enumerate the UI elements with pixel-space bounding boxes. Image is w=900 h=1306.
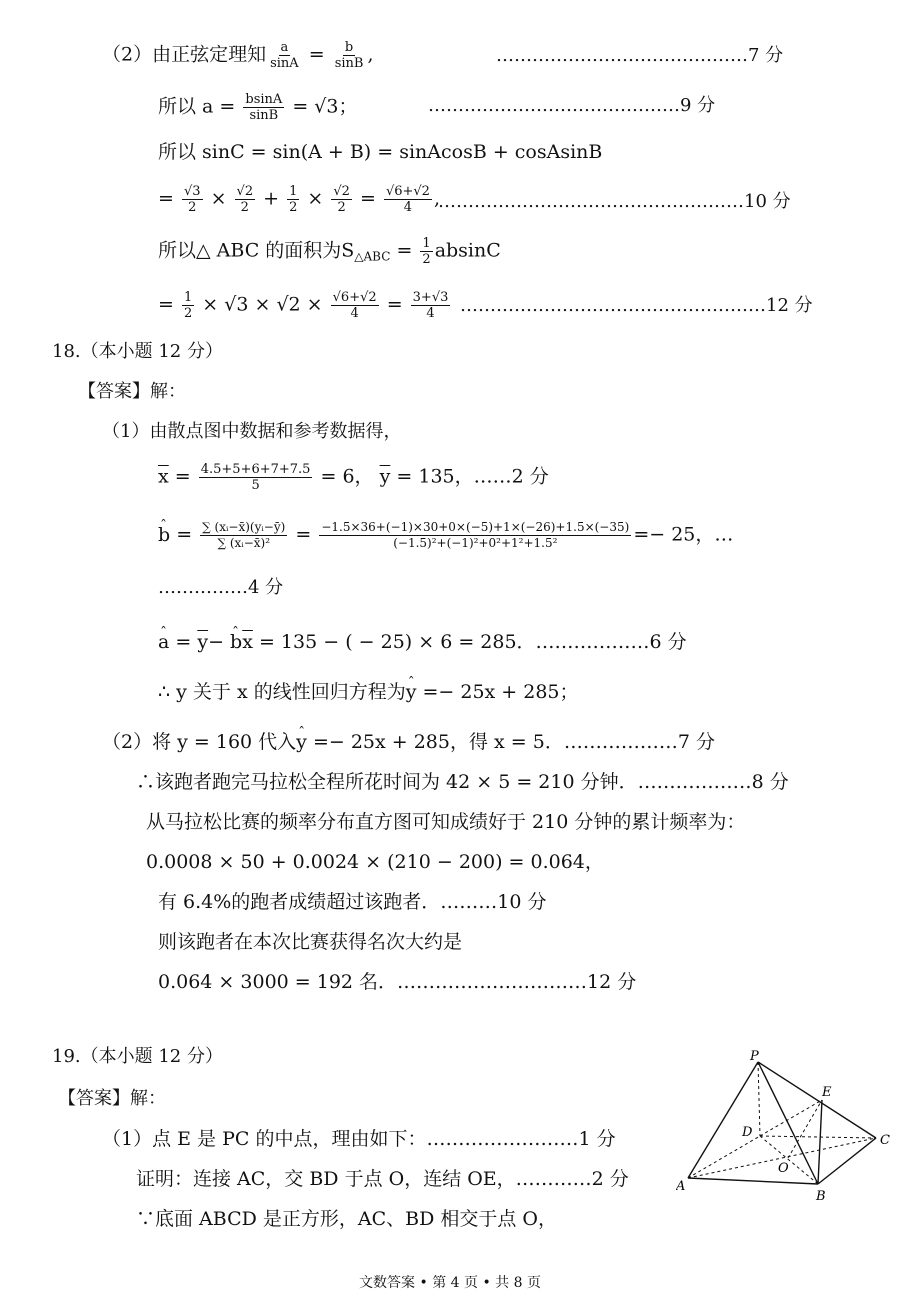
sinC-line: 所以 sinC = sin(A + B) = sinAcosB + cosAsinB: [158, 141, 603, 163]
rank-intro: 则该跑者在本次比赛获得名次大约是: [158, 931, 463, 953]
score-4: ……………4 分: [158, 577, 284, 598]
q18-part1: （1）由散点图中数据和参考数据得，: [102, 421, 402, 442]
a-hat-line: ˆ $a = \overline{y}-$ ˆ $b\overline{x} = 135$ − ( − 25) × 6 = 285．………………6 分: [158, 630, 687, 654]
b-hat-line: ˆ b = $\frac{\text{∑ (xᵢ−x̄)(yᵢ−ȳ)}}{\text{∑ (xᵢ−x̄)²}}$ = $\frac{-1.5\times 36+(-1)\times 30+0\times(-5)+1\times(-26)+1.5\times(-35)}{\text{(−1.5)²+(−1)²+0²+1²+1.5²}}$ =− 25，…: [158, 520, 733, 551]
time-line: ∴该跑者跑完马拉松全程所花时间为 42 × 5 = 210 分钟．………………8 分: [136, 771, 789, 793]
rank-line: 0.064 × 3000 = 192 名．…………………………12 分: [158, 971, 637, 993]
q19-part1: （1）点 E 是 PC 的中点，理由如下：……………………1 分: [102, 1128, 616, 1150]
score-9: ……………………………………9 分: [428, 95, 716, 116]
fraction-bsinA-sinB: $\frac{bsinA}{\sin B}$: [245, 92, 283, 123]
a-value-line: 所以 a = $\frac{bsinA}{\sin B}$ = √3；: [158, 92, 358, 123]
q19-base: ∵底面 ABCD 是正方形，AC、BD 相交于点 O，: [136, 1208, 557, 1230]
regression-line: ∴ y 关于 x 的线性回归方程为ˆ y =− 25x + 285；: [158, 680, 579, 704]
xbar-ybar-line: $\overline{x}$ = $\frac{4.5+5+6+7+7.5}{5}$ = 6， $\overline{y} = 135$，……2 分: [158, 462, 549, 493]
label-C: C: [880, 1133, 890, 1148]
question-19-title: 19.（本小题 12 分）: [52, 1046, 223, 1067]
page-footer: 文数答案 • 第 4 页 • 共 8 页: [359, 1275, 541, 1291]
label-A: A: [676, 1179, 686, 1194]
label-D: D: [742, 1125, 753, 1140]
sinC-value-line: = $\frac{√3}{2}$ × $\frac{√2}{2}$ + $\frac{1}{2}$ × $\frac{√2}{2}$ = $\frac{√6+√2}{4}$ ,: [158, 184, 440, 215]
q18-part2: （2）将 y = 160 代入ˆ y =− 25x + 285，得 x = 5．………………7 分: [102, 730, 715, 754]
law-of-sines-line: （2）由正弦定理知 $\frac{a}{\sin A}$ = $\frac{b}{\sin B}$ ,: [102, 40, 374, 71]
label-B: B: [816, 1189, 826, 1204]
fraction-b-sinB: $\frac{b}{\sin B}$: [334, 40, 364, 71]
score-12: ……………………………………………12 分: [460, 295, 813, 316]
score-7: ……………………………………7 分: [496, 45, 784, 66]
pyramid-figure: [676, 1046, 896, 1206]
area-value-line: = $\frac{1}{2}$ × √3 × √2 × $\frac{√6+√2}{4}$ = $\frac{3+√3}{4}$: [158, 290, 449, 321]
q19-proof: 证明：连接 AC，交 BD 于点 O，连结 OE，…………2 分: [136, 1168, 629, 1190]
area-line: 所以△ ABC 的面积为$S_{\triangle ABC}$ = $\frac{1}{2}$ absinC: [158, 236, 501, 267]
score-10: ……………………………………………10 分: [438, 191, 791, 212]
label-E: E: [822, 1085, 832, 1100]
percent-line: 有 6.4%的跑者成绩超过该跑者．………10 分: [158, 891, 547, 913]
calculation-line: 0.0008 × 50 + 0.0024 × (210 − 200) = 0.064，: [146, 851, 604, 873]
question-18-title: 18.（本小题 12 分）: [52, 341, 223, 362]
label-P: P: [750, 1049, 759, 1064]
frequency-line: 从马拉松比赛的频率分布直方图可知成绩好于 210 分钟的累计频率为：: [146, 811, 746, 833]
question-18-answer: 【答案】解：: [78, 381, 186, 402]
fraction-a-sinA: $\frac{a}{\sin A}$: [270, 40, 299, 71]
question-19-answer: 【答案】解：: [58, 1088, 166, 1109]
label-O: O: [778, 1161, 789, 1176]
